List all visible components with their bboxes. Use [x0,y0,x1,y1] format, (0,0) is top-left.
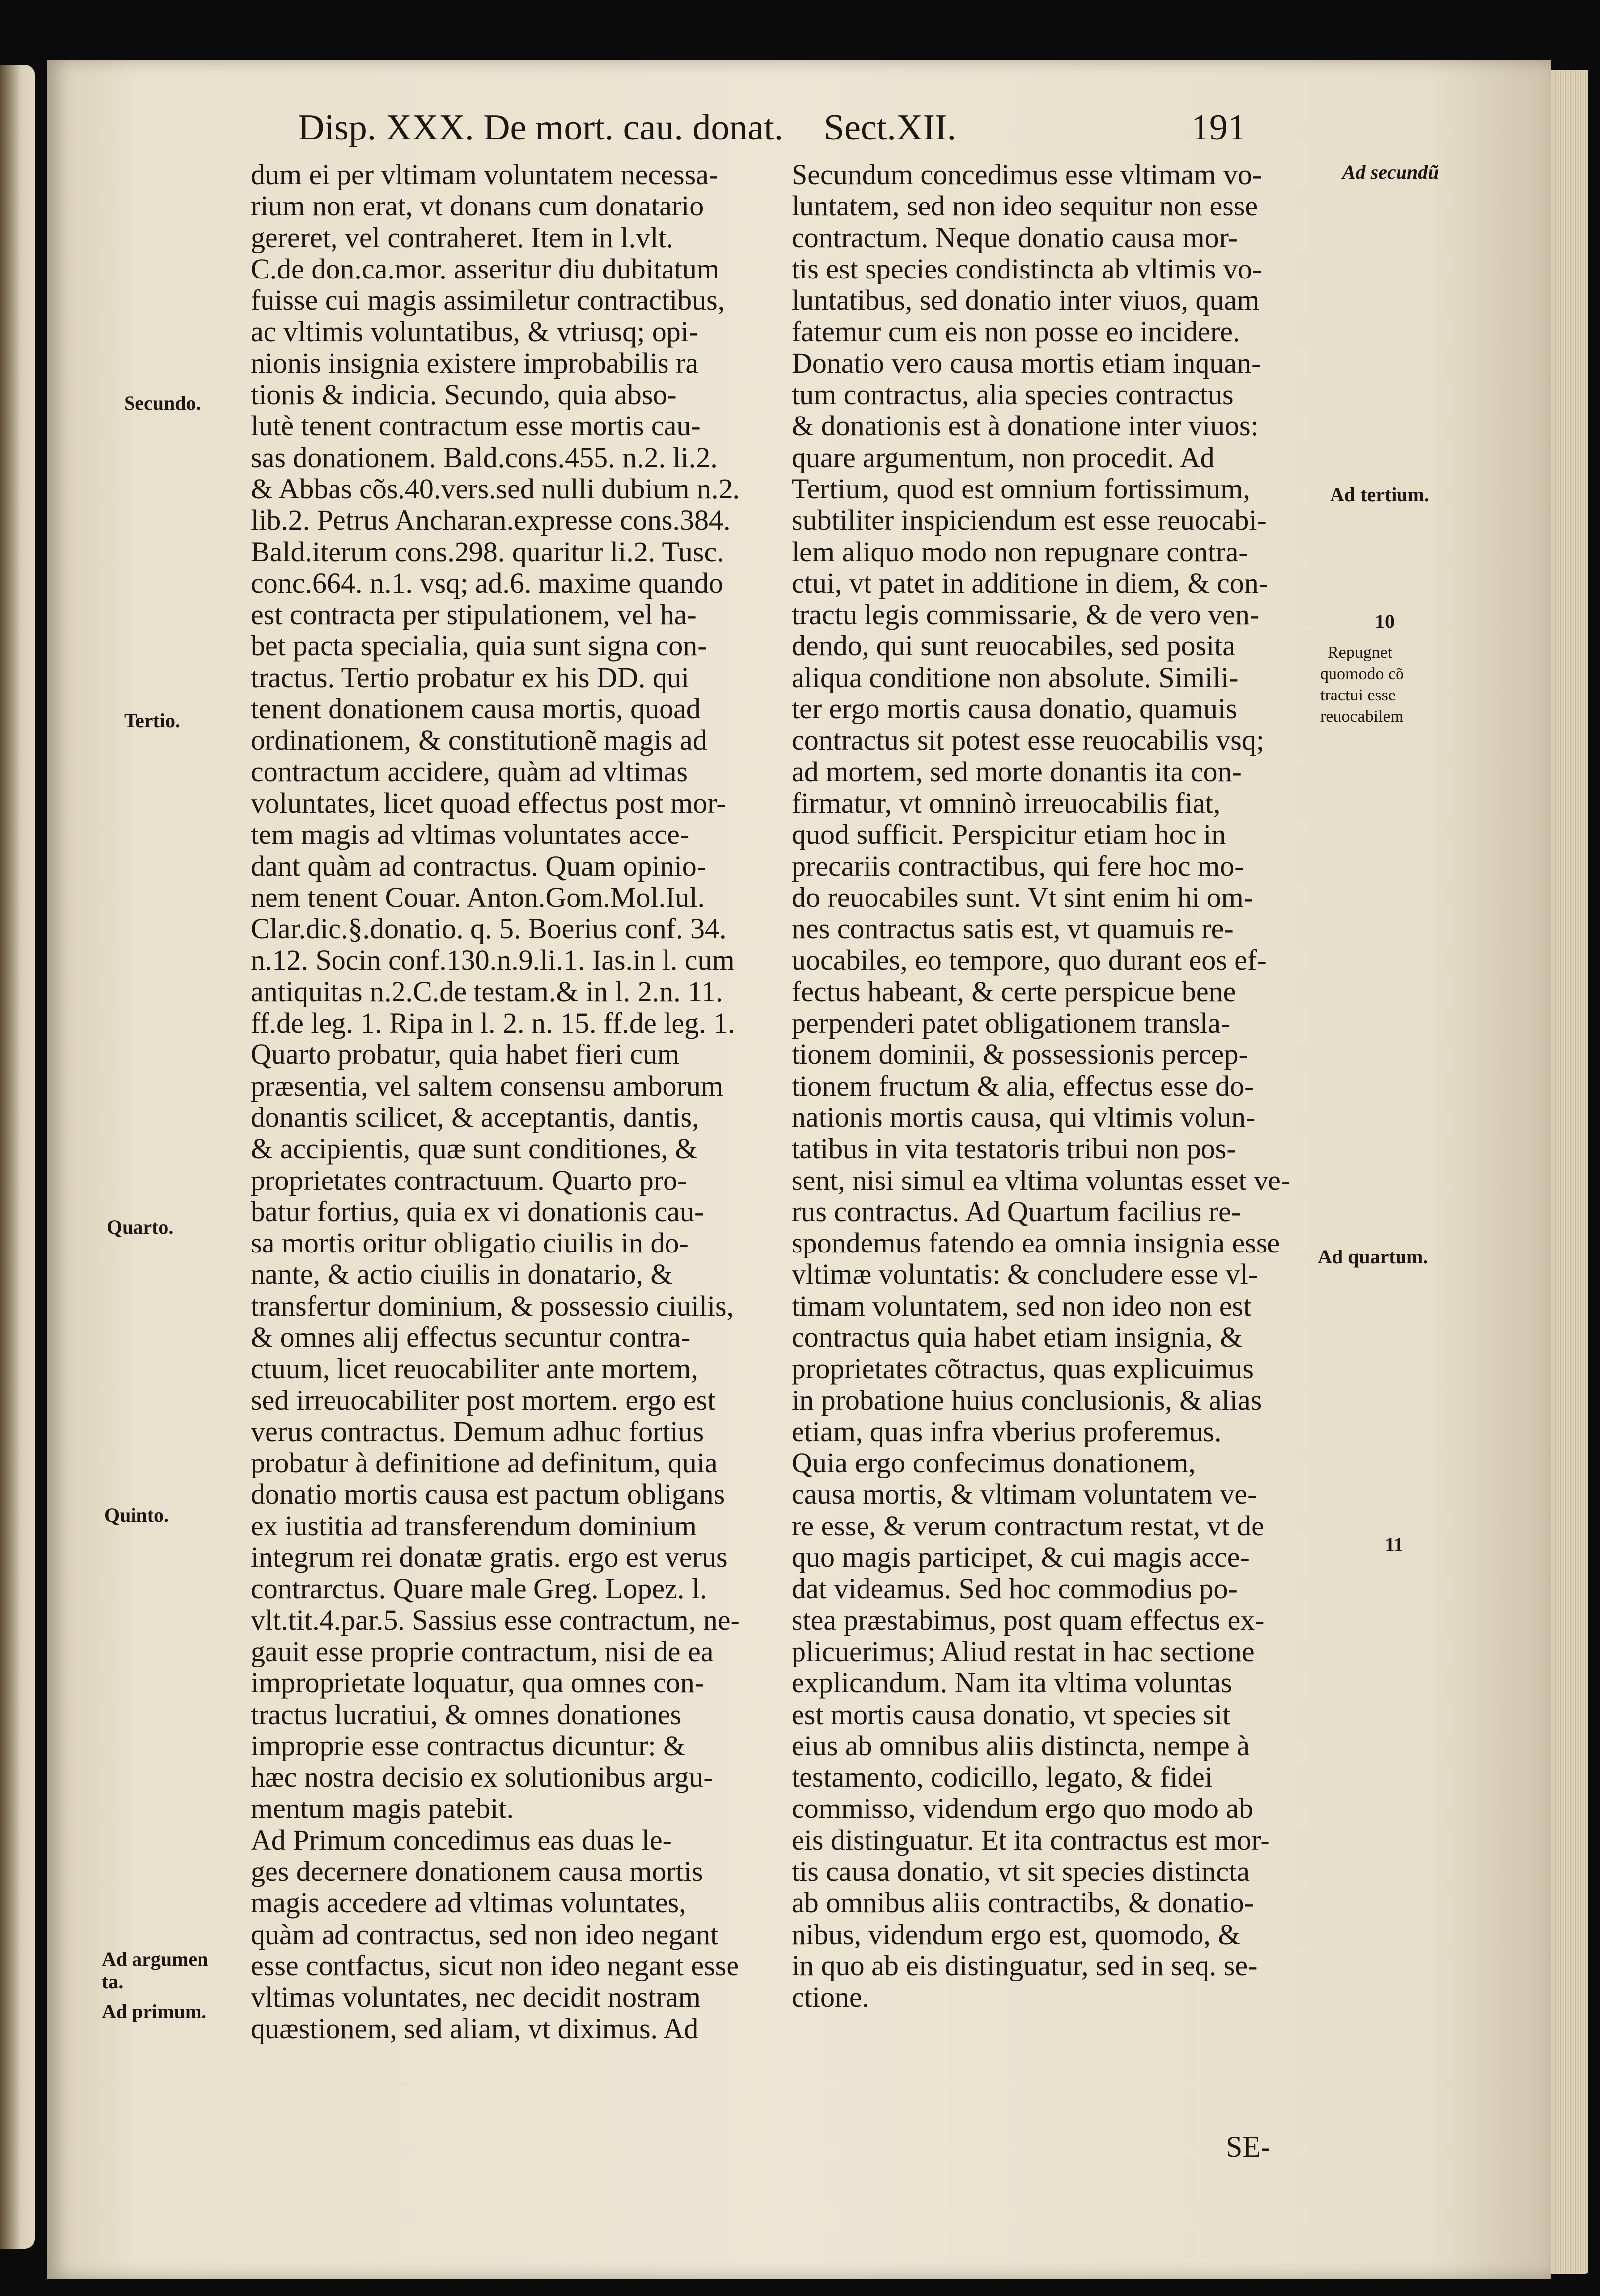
text-line: C.de don.ca.mor. asseritur diu dubitatum [251,253,719,285]
text-line: tem magis ad vltimas voluntates acce- [251,819,690,850]
text-line: & accipientis, quæ sunt conditiones, & [251,1133,698,1165]
text-line: improprie esse contractus dicuntur: & [251,1730,686,1762]
text-line: Quia ergo confecimus donationem, [792,1447,1196,1479]
text-line: luntatem, sed non ideo sequitur non esse [792,190,1258,222]
text-line: ab omnibus aliis contractibs, & donatio- [792,1887,1254,1919]
text-line: & donationis est à donatione inter viuos: [792,410,1259,442]
text-line: gereret, vel contraheret. Item in l.vlt. [251,221,673,253]
text-line: sed irreuocabiliter post mortem. ergo est [251,1384,716,1416]
text-line: stea præstabimus, post quam effectus ex- [792,1604,1265,1636]
text-line: Clar.dic.§.donatio. q. 5. Boerius conf. 34. [251,913,727,945]
text-line: ex iustitia ad transferendum dominium [251,1510,697,1542]
text-line: ff.de leg. 1. Ripa in l. 2. n. 15. ff.de leg. 1. [251,1007,735,1039]
text-line: Tertium, quod est omnium fortissimum, [792,473,1250,505]
text-line: tis causa donatio, vt sit species distincta [792,1856,1250,1887]
text-line: fatemur cum eis non posse eo incidere. [792,316,1240,348]
text-line: ac vltimis voluntatibus, & vtriusq; opi- [251,316,699,348]
text-line: tis est species condistincta ab vltimis vo- [792,253,1262,285]
text-line: dant quàm ad contractus. Quam opinio- [251,850,707,882]
text-line: tionem dominii, & possessionis percep- [792,1039,1248,1070]
margin-note-repugnet-line4: reuocabilem [1320,707,1404,726]
text-line: Quarto probatur, quia habet fieri cum [251,1039,680,1070]
text-line: sa mortis oritur obligatio ciuilis in do- [251,1227,689,1259]
text-line: magis accedere ad vltimas voluntates, [251,1887,686,1919]
text-line: nes contractus satis est, vt quamuis re- [792,913,1234,945]
margin-note-ad-quartum: Ad quartum. [1318,1246,1428,1268]
text-line: Secundum concedimus esse vltimam vo- [792,159,1262,191]
text-line: nante, & actio ciuilis in donatario, & [251,1258,673,1290]
text-line: ctuum, licet reuocabiliter ante mortem, [251,1353,698,1385]
text-line: sent, nisi simul ea vltima voluntas esset ve- [792,1164,1291,1196]
text-line: causa mortis, & vltimam voluntatem ve- [792,1478,1257,1510]
text-line: eis distinguatur. Et ita contractus est mor- [792,1824,1270,1856]
page-stack-edge [1551,70,1588,2274]
text-line: Bald.iterum cons.298. quaritur li.2. Tusc. [251,536,724,567]
text-line: quæstionem, sed aliam, vt diximus. Ad [251,2013,699,2044]
text-line: tionem fructum & alia, effectus esse do- [792,1070,1254,1102]
text-line: conc.664. n.1. vsq; ad.6. maxime quando [251,567,723,599]
text-line: præsentia, vel saltem consensu amborum [251,1070,723,1102]
catchword: SE- [1226,2130,1270,2163]
margin-note-quinto: Quinto. [104,1504,169,1526]
text-line: testamento, codicillo, legato, & fidei [792,1761,1213,1793]
text-line: contrarctus. Quare male Greg. Lopez. l. [251,1573,707,1604]
text-line: lutè tenent contractum esse mortis cau- [251,410,701,442]
text-line: improprietate loquatur, qua omnes con- [251,1667,705,1699]
text-line: firmatur, vt omninò irreuocabilis fiat, [792,787,1221,819]
text-line: explicandum. Nam ita vltima voluntas [792,1667,1232,1699]
text-line: nem tenent Couar. Anton.Gom.Mol.Iul. [251,881,705,913]
text-line: tionis & indicia. Secundo, quia abso- [251,379,677,411]
text-line: antiquitas n.2.C.de testam.& in l. 2.n. 11. [251,975,723,1008]
text-line: hæc nostra decisio ex solutionibus argu- [251,1761,713,1793]
text-line: n.12. Socin conf.130.n.9.li.1. Ias.in l. cum [251,944,734,976]
text-line: eius ab omnibus aliis distincta, nempe à [792,1730,1250,1762]
text-line: ctui, vt patet in additione in diem, & con- [792,567,1268,599]
text-line: mentum magis patebit. [251,1793,514,1824]
text-line: ges decernere donationem causa mortis [251,1856,703,1887]
text-line: timam voluntatem, sed non ideo non est [792,1290,1252,1322]
text-line: bet pacta specialia, quia sunt signa con- [251,630,707,662]
margin-note-tertio: Tertio. [124,709,180,732]
text-line: tatibus in vita testatoris tribui non pos- [792,1133,1236,1165]
text-line: rus contractus. Ad Quartum facilius re- [792,1195,1241,1228]
text-line: est contracta per stipulationem, vel ha- [251,599,697,630]
text-line: tum contractus, alia species contractus [792,379,1234,411]
text-line: in probatione huius conclusionis, & alias [792,1384,1262,1416]
text-line: plicuerimus; Aliud restat in hac sectione [792,1635,1255,1668]
text-line: nationis mortis causa, qui vltimis volun- [792,1101,1256,1133]
text-line: fuisse cui magis assimiletur contractibus, [251,284,725,316]
text-line: quod sufficit. Perspicitur etiam hoc in [792,819,1226,850]
text-line: est mortis causa donatio, vt species sit [792,1698,1231,1730]
text-line: & Abbas cõs.40.vers.sed nulli dubium n.2. [251,473,740,505]
text-line: tractus. Tertio probatur ex his DD. qui [251,661,690,694]
text-line: proprietates cõtractus, quas explicuimus [792,1353,1254,1385]
left-text-column [251,159,769,2044]
text-line: quo magis participet, & cui magis acce- [792,1541,1250,1573]
margin-note-repugnet-line3: tractui esse [1320,686,1396,704]
running-head-title: Disp. XXX. De mort. cau. donat. [298,107,784,148]
text-line: dum ei per vltimam voluntatem necessa- [251,159,719,191]
text-line: re esse, & verum contractum restat, vt de [792,1510,1264,1542]
margin-note-secundo: Secundo. [124,392,201,414]
margin-note-number-11: 11 [1385,1533,1403,1556]
text-line: & omnes alij effectus secuntur contra- [251,1321,691,1353]
margin-note-ad-argumenta-cont: ta. [102,1970,124,1993]
text-line: perpenderi patet obligationem transla- [792,1007,1231,1039]
text-line: contractum. Neque donatio causa mor- [792,221,1238,253]
text-line: subtiliter inspiciendum est esse reuocabi- [792,504,1267,536]
text-line: Donatio vero causa mortis etiam inquan- [792,347,1261,379]
text-line: vltimas voluntates, nec decidit nostram [251,1981,701,2013]
text-line: verus contractus. Demum adhuc fortius [251,1415,704,1448]
margin-note-ad-secundum: Ad secundũ [1342,161,1439,183]
text-line: spondemus fatendo ea omnia insignia esse [792,1227,1280,1259]
text-line: lib.2. Petrus Ancharan.expresse cons.384. [251,504,731,536]
text-line: quàm ad contractus, sed non ideo negant [251,1918,719,1950]
running-head-section: Sect.XII. [824,107,957,148]
text-line: lem aliquo modo non repugnare contra- [792,536,1248,567]
text-line: ad mortem, sed morte donantis ita con- [792,756,1242,787]
text-line: dendo, qui sunt reuocabiles, sed posita [792,630,1235,662]
text-line: luntatibus, sed donatio inter viuos, quam [792,284,1260,316]
text-line: aliqua conditione non absolute. Simili- [792,661,1239,694]
text-line: Ad Primum concedimus eas duas le- [251,1824,672,1856]
text-line: donantis scilicet, & acceptantis, dantis, [251,1101,699,1133]
text-line: transfertur dominium, & possessio ciuilis, [251,1290,734,1322]
text-line: precariis contractibus, qui fere hoc mo- [792,850,1244,882]
text-line: tractu legis commissarie, & de vero ven- [792,599,1260,630]
text-line: ter ergo mortis causa donatio, quamuis [792,693,1237,725]
text-line: proprietates contractuum. Quarto pro- [251,1164,687,1196]
margin-note-repugnet-line2: quomodo cõ [1320,665,1404,683]
text-line: etiam, quas infra vberius proferemus. [792,1415,1222,1448]
margin-note-ad-tertium: Ad tertium. [1330,484,1429,506]
text-line: nionis insignia existere improbabilis ra [251,347,699,379]
facing-page-edge [0,65,35,2249]
text-line: tenent donationem causa mortis, quoad [251,693,701,725]
text-line: ordinationem, & constitutionẽ magis ad [251,724,707,756]
text-line: vltimæ voluntatis: & concludere esse vl- [792,1258,1258,1290]
text-line: contractum accidere, quàm ad vltimas [251,756,688,787]
margin-note-ad-argumenta: Ad argumen [102,1948,208,1970]
text-line: dat videamus. Sed hoc commodius po- [792,1573,1238,1604]
margin-note-repugnet-line1: Repugnet [1328,643,1393,662]
text-line: uocabiles, eo tempore, quo durant eos ef- [792,944,1267,976]
text-line: voluntates, licet quoad effectus post mor- [251,787,726,819]
margin-note-number-10: 10 [1375,610,1395,632]
margin-note-ad-primum: Ad primum. [102,2000,207,2022]
text-line: quare argumentum, non procedit. Ad [792,441,1215,473]
text-line: rium non erat, vt donans cum donatario [251,190,704,222]
text-line: tractus lucratiui, & omnes donationes [251,1698,682,1730]
text-line: fectus habeant, & certe perspicue bene [792,975,1236,1008]
margin-note-quarto: Quarto. [107,1216,174,1238]
text-line: ctione. [792,1981,869,2013]
text-line: contractus quia habet etiam insignia, & [792,1321,1243,1353]
text-line: contractus sit potest esse reuocabilis vsq; [792,724,1264,756]
text-line: do reuocabiles sunt. Vt sint enim hi om- [792,881,1254,913]
text-line: commisso, videndum ergo quo modo ab [792,1793,1254,1824]
text-line: vlt.tit.4.par.5. Sassius esse contractum, ne- [251,1604,740,1636]
text-line: donatio mortis causa est pactum obligans [251,1478,725,1510]
text-line: in quo ab eis distinguatur, sed in seq. se- [792,1949,1258,1982]
text-line: probatur à definitione ad definitum, quia [251,1447,718,1479]
text-line: nibus, videndum ergo est, quomodo, & [792,1918,1241,1950]
text-line: gauit esse proprie contractum, nisi de ea [251,1635,714,1668]
right-text-column [792,159,1330,2013]
text-line: sas donationem. Bald.cons.455. n.2. li.2. [251,441,718,473]
text-line: batur fortius, quia ex vi donationis cau- [251,1195,704,1228]
text-line: integrum rei donatæ gratis. ergo est verus [251,1541,728,1573]
text-line: esse contfactus, sicut non ideo negant esse [251,1949,739,1982]
page-number: 191 [1191,107,1246,148]
